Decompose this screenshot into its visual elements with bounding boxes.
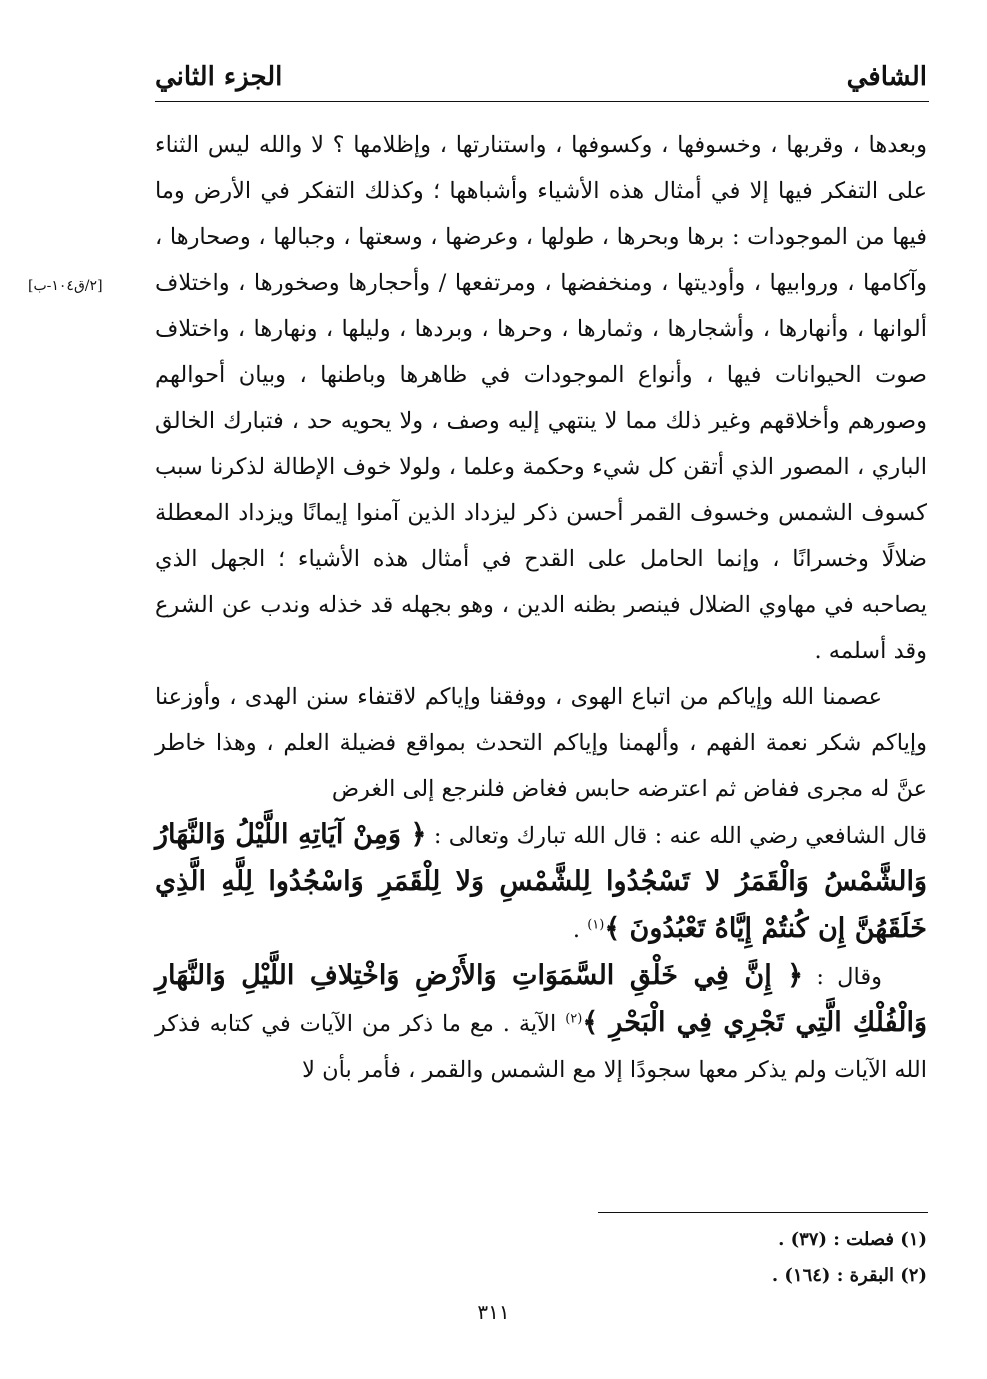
- footnote-ref-1: (١): [587, 917, 605, 933]
- body-text: [155, 122, 927, 1093]
- footnotes: [555, 1222, 927, 1294]
- page-header: [155, 52, 927, 92]
- paragraph-2: عصمنا الله وإياكم من اتباع الهوى ، ووفقنا وإياكم لاقتفاء سنن الهدى ، وأوزعنا وإياكم شكر نعمة الفهم ، وألهمنا وإياكم التحدث بمواقع فضيلة العلم ، وهذا خاطر عنَّ له مجرى ففاض ثم اعترضه حابس فغاض فلنرجع إلى الغرض: [155, 684, 927, 802]
- header-rule: [155, 101, 929, 102]
- book-title: الشافي: [846, 62, 927, 92]
- paragraph-4-rest: الآية . مع ما ذكر من الآيات في كتابه فذكر الله الآيات ولم يذكر معها سجودًا إلا مع الشمس والقمر ، فأمر بأن لا: [155, 1011, 927, 1083]
- footnote-rule: [598, 1212, 928, 1213]
- footnote-1: (١) فصلت : (٣٧) .: [778, 1229, 927, 1250]
- quran-verse-fussilat: ﴿ وَمِنْ آيَاتِهِ اللَّيْلُ وَالنَّهَارُ وَالشَّمْسُ وَالْقَمَرُ لا تَسْجُدُوا لِلشَّمْسِ وَلا لِلْقَمَرِ وَاسْجُدُوا لِلَّهِ الَّذِي خَلَقَهُنَّ إِن كُنتُمْ إِيَّاهُ تَعْبُدُونَ ﴾: [155, 819, 927, 944]
- footnote-ref-2: (٢): [565, 1011, 583, 1027]
- quran-verse-baqarah: ﴿ إِنَّ فِي خَلْقِ السَّمَوَاتِ وَالأَرْضِ وَاخْتِلافِ اللَّيْلِ وَالنَّهَارِ وَالْفُلْكِ الَّتِي تَجْرِي فِي الْبَحْرِ ﴾: [155, 960, 928, 1038]
- paragraph-4: [155, 953, 927, 1093]
- paragraph-3-intro: قال الشافعي رضي الله عنه : قال الله تبارك وتعالى :: [433, 823, 928, 849]
- footnote-2: (٢) البقرة : (١٦٤) .: [771, 1265, 927, 1286]
- paragraph-3-end: .: [572, 917, 588, 943]
- page-number: ٣١١: [477, 1300, 510, 1324]
- paragraph-4-intro: وقال :: [816, 964, 882, 990]
- volume-title: الجزء الثاني: [155, 62, 283, 92]
- margin-note: [٢/ق١٠٤-ب]: [28, 278, 103, 294]
- paragraph-1: وبعدها ، وقربها ، وخسوفها ، وكسوفها ، واستنارتها ، وإظلامها ؟ لا والله ليس الثناء على التفكر فيها إلا في أمثال هذه الأشياء وأشباهها ؛ وكذلك التفكر في الأرض وما فيها من الموجودات : برها وبحرها ، طولها ، وعرضها ، وسعتها ، وجبالها ، وصحارها ، وآكامها ، وروابيها ، وأوديتها ، ومنخفضها ، ومرتفعها / وأحجارها وصخورها ، واختلاف ألوانها ، وأنهارها ، وأشجارها ، وثمارها ، وحرها ، وبردها ، وليلها ، ونهارها ، واختلاف صوت الحيوانات فيها ، وأنواع الموجودات في ظاهرها وباطنها ، وبيان أحوالهم وصورهم وأخلاقهم وغير ذلك مما لا ينتهي إليه وصف ، ولا يحويه حد ، فتبارك الخالق الباري ، المصور الذي أتقن كل شيء وحكمة وعلما ، ولولا خوف الإطالة لذكرنا سبب كسوف الشمس وخسوف القمر أحسن ذكر ليزداد الذين آمنوا إيمانًا ويزداد المعطلة ضلالًا وخسرانًا ، وإنما الحامل على القدح في أمثال هذه الأشياء ؛ الجهل الذي يصاحبه في مهاوي الضلال فينصر بظنه الدين ، وهو بجهله قد خذله وندب عن الشرع وقد أسلمه .: [155, 132, 927, 664]
- paragraph-3: [155, 812, 927, 953]
